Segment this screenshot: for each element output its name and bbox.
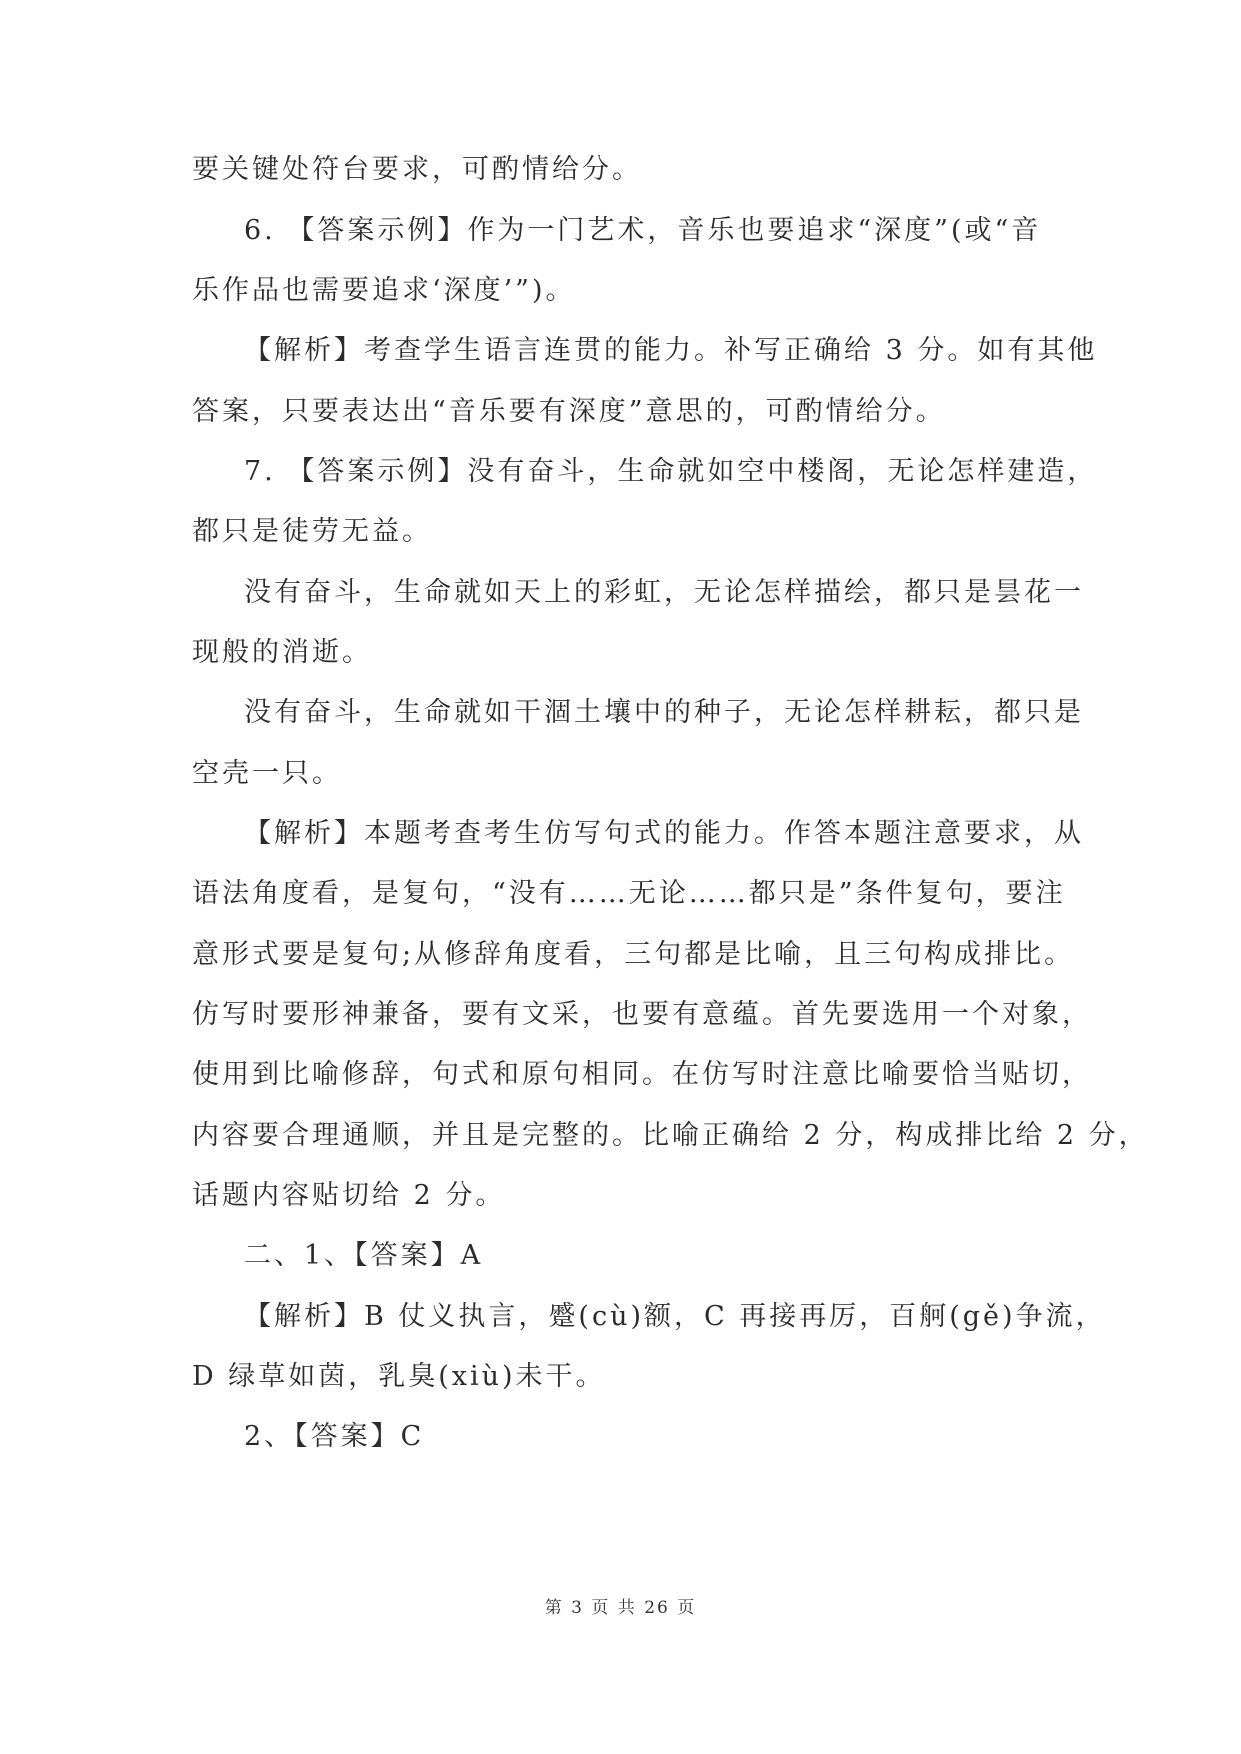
- text-line: 语法角度看，是复句，“没有……无论……都只是”条件复句，要注: [192, 878, 1066, 909]
- text-line: 答案，只要表达出“音乐要有深度”意思的，可酌情给分。: [192, 396, 946, 427]
- answer-6-heading: 6. 【答案示例】作为一门艺术，音乐也要追求“深度”(或“音: [244, 215, 1042, 246]
- section-2-answer-2: 2、【答案】C: [244, 1421, 425, 1452]
- text-line: 要关键处符台要求，可酌情给分。: [192, 154, 642, 185]
- text-line: 都只是徒劳无益。: [192, 516, 432, 547]
- text-line: 仿写时要形神兼备，要有文采，也要有意蕴。首先要选用一个对象，: [192, 999, 1092, 1030]
- text-line: 乐作品也需要追求‘深度’”)。: [192, 275, 576, 306]
- analysis-section-2-1: 【解析】B 仗义执言，蹙(cù)额，C 再接再厉，百舸(gě)争流，: [244, 1301, 1106, 1332]
- page-number-footer: 第 3 页 共 26 页: [544, 1598, 697, 1618]
- text-line: 意形式要是复句;从修辞角度看，三句都是比喻，且三句构成排比。: [192, 939, 1075, 970]
- text-line: D 绿草如茵，乳臭(xiù)未干。: [192, 1361, 606, 1392]
- example-sentence-2: 没有奋斗，生命就如天上的彩虹，无论怎样描绘，都只是昙花一: [244, 577, 1084, 608]
- section-2-answer-1: 二、1、【答案】A: [244, 1240, 484, 1271]
- analysis-7: 【解析】本题考查考生仿写句式的能力。作答本题注意要求，从: [244, 818, 1084, 849]
- text-line: 话题内容贴切给 2 分。: [192, 1180, 506, 1211]
- text-line: 现般的消逝。: [192, 637, 372, 668]
- analysis-6: 【解析】考查学生语言连贯的能力。补写正确给 3 分。如有其他: [244, 335, 1098, 366]
- text-line: 空壳一只。: [192, 758, 342, 789]
- example-sentence-3: 没有奋斗，生命就如干涸土壤中的种子，无论怎样耕耘，都只是: [244, 697, 1084, 728]
- text-line: 内容要合理通顺，并且是完整的。比喻正确给 2 分，构成排比给 2 分，: [192, 1120, 1149, 1151]
- text-line: 使用到比喻修辞，句式和原句相同。在仿写时注意比喻要恰当贴切，: [192, 1059, 1092, 1090]
- answer-7-heading: 7. 【答案示例】没有奋斗，生命就如空中楼阁，无论怎样建造，: [244, 456, 1098, 487]
